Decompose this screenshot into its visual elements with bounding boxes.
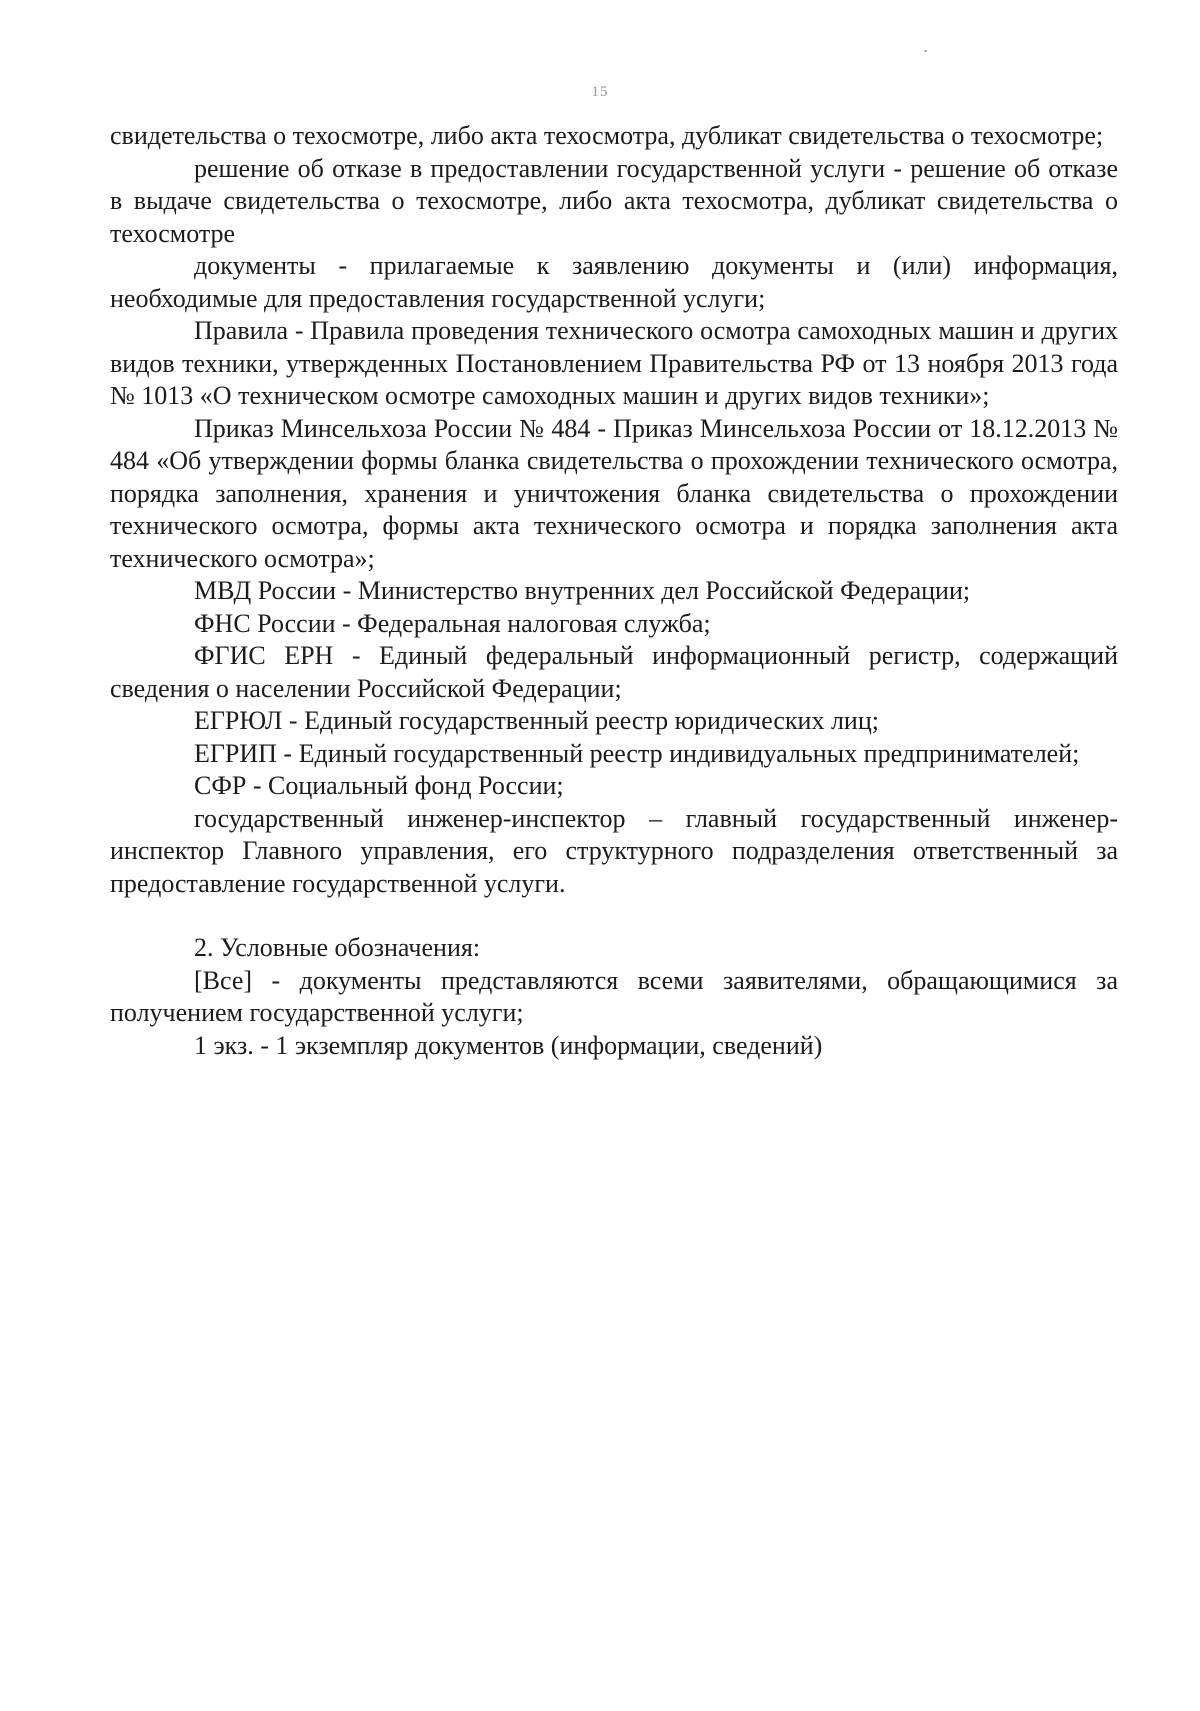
paragraph-continuation: свидетельства о техосмотре, либо акта техосмотра, дубликат свидетельства о техосмотре; [110,121,1104,150]
paragraph-order-484: Приказ Минсельхоза России № 484 - Приказ Минсельхоза России от 18.12.2013 № 484 «Об утверждении формы бланка свидетельства о прохождении технического осмотра, порядка заполнения, хранения и уничтожения бланка свидетельства о прохождении технического осмотра, формы акта технического осмотра и порядка заполнения акта технического осмотра»; [110,413,1118,573]
paragraph-sfr: СФР - Социальный фонд России; [194,771,564,800]
paragraph-egrul: ЕГРЮЛ - Единый государственный реестр юридических лиц; [194,706,879,735]
paragraph-fns: ФНС России - Федеральная налоговая служба; [194,608,711,638]
paragraph-documents: документы - прилагаемые к заявлению документы и (или) информация, необходимые для предоставления государственной услуги; [110,251,1118,313]
paragraph-all-applicants: [Все] - документы представляются всеми заявителями, обращающимися за получением государственной услуги; [110,965,1118,1027]
section-heading-legend: 2. Условные обозначения: [194,933,481,962]
paragraph-inspector: государственный инженер-инспектор – главный государственный инженер-инспектор Главного управления, его структурного подразделения ответственный за предоставление государственной услуги. [110,803,1118,898]
paragraph-refusal-decision: решение об отказе в предоставлении государственной услуги - решение об отказе в выдаче свидетельства о техосмотре, либо акта техосмотра, дубликат свидетельства о техосмотре [110,153,1118,248]
document-body [110,120,1118,1062]
paragraph-mvd: МВД России - Министерство внутренних дел Российской Федерации; [194,576,971,605]
paragraph-rules: Правила - Правила проведения технического осмотра самоходных машин и других видов техники, утвержденных Постановлением Правительства РФ от 13 ноября 2013 года № 1013 «О техническом осмотре самоходных машин и других видов техники»; [110,316,1118,410]
page-number: 15 [591,84,609,100]
paragraph-egrip: ЕГРИП - Единый государственный реестр индивидуальных предпринимателей; [194,738,1080,768]
paragraph-one-copy: 1 экз. - 1 экземпляр документов (информации, сведений) [194,1030,823,1060]
paragraph-fgis-ern: ФГИС ЕРН - Единый федеральный информационный регистр, содержащий сведения о населении Российской Федерации; [110,641,1118,703]
scan-artifact [924,50,927,52]
